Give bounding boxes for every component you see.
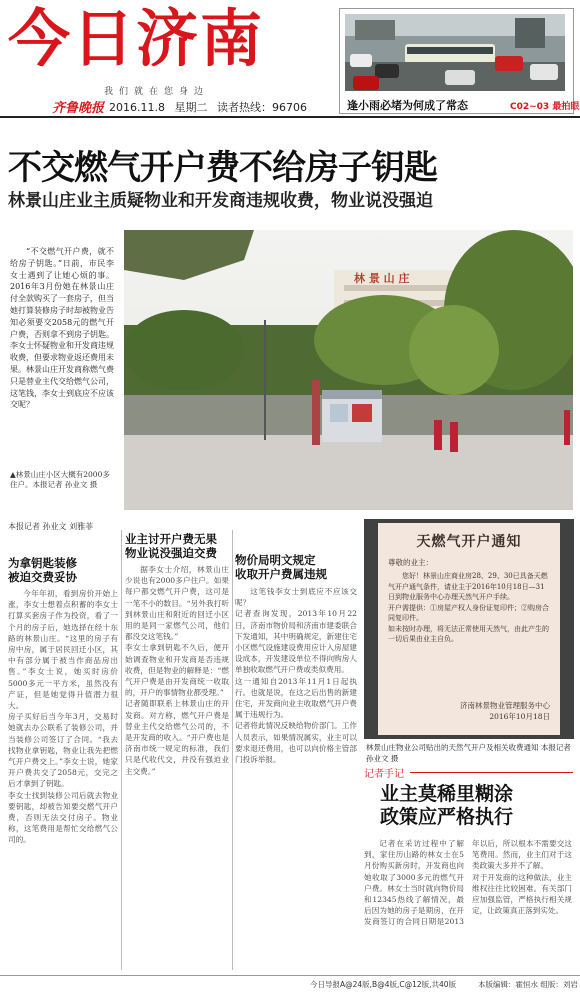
commentary-tag: 记者手记 [364,769,404,780]
photo-caption: ▲林景山庄小区大概有2000多住户。本报记者 孙业文 摄 [10,470,110,489]
notice-body: 您好！林景山庄商业房28、29、30已具备天燃气开户通气条件，请业主于2016年10月18日—31日到物业服务中心办理天然气开户手续。 开户需提供：①房屋产权人身份证复印件；②购房合同复印件。 如未按时办理，将无法正常使用天然气，由此产生的一切后果由业主自负。 [388,572,549,643]
teaser-photo-traffic-jam[interactable] [345,14,565,91]
article-subheadline: 林景山庄业主质疑物业和开发商违规收费，物业说没强迫 [8,191,433,211]
commentary-text: 记者在采访过程中了解到，家住历山路的林女士在5月份购买新房时，开发商也向她收取了3000多元的燃气开户费。林女士当时就向物价局和12345热线了解情况，最后因为她的房子是期房，在开发商签订的合同日期是2013年以后，所以根本不需要交这笔费用。然而，业主们对于这类政策大多并不了解。 对于开发商的这种做法，业主维权往往比较困难。有关部门应加强监管，严格执行相关规定，让政策真正落到实处。 [364,839,572,927]
column-2-text: 据李女士介绍，林景山庄少说也有2000多户住户。如果每户都交燃气开户费，这可是一笔不小的数目。“另外我打听到林景山庄和附近的回迁小区用的是同一家燃气公司，他们都没交这笔钱。” 李女士拿到钥匙不久后，便开始调查物业和开发商是否违规收费，但是物业的解释是：“燃气开户费是由开发商统一收取的，开户的事情物业都受理。” 记者随即联系上林景山庄的开发商。对方称，燃气开户费是替业主代交给燃气公司的，不是开发商的收入。“开户费也是济南市统一规定的标准，我们只是代收代交，并没有强迫业主交费。” [125,565,229,776]
gate-sign-text: 林 景 山 庄 [354,272,410,285]
main-photo-linjing-gate[interactable] [124,230,573,510]
column-divider [232,530,233,970]
column-1-heading: 为拿钥匙装修 被迫交费妥协 [8,556,77,584]
reader-hotline: 读者热线：96706 [216,101,307,114]
footer-editor: 本版编辑：霍恒水 组版：刘岩 [478,980,578,989]
teaser-headline[interactable]: 逢小雨必堵为何成了常态 [347,99,468,112]
dateline [109,99,313,115]
notice-caption: 林景山庄物业公司贴出的天然气开户及相关收费通知 本报记者 孙业文 摄 [366,743,571,763]
column-1-text: 今年年初，看到房价开始上涨，李女士想着点积蓄的李女士打算买套房子作为投资，看了一个月的房子后，她选择在经十东路的林景山庄。“这里的房子有房中房，属于居民回迁小区，其中有部分属于被当作商品房出售。”李女士说，她买时房价5000多元一平方米，虽然没有产证，但是她觉得升值潜力很大。 房子买好后当今年3月，交易时她就去办公联系了装修公司，并当装修公司签订了合同。“我去找物业拿钥匙，物业让我先把燃气开户费交上。”李女士说，她家开户费共交了2058元，交完之后才拿到了钥匙。 李女士找到装修公司后就去物业要钥匙，却被告知要交燃气开户费，否则无法交付房子。物业称，这笔费用是帮忙交给燃气公司的。 [8,589,118,845]
masthead-logo: 今日济南 [8,2,265,75]
footer-page-index: 今日导报A@24版,B@4版,C@12版,共40版 [310,980,457,989]
notice-photo[interactable] [364,519,574,739]
masthead-slogan: 我们就在您身边 [104,87,210,97]
issue-date: 2016.11.8 [109,101,165,114]
issue-weekday: 星期二 [174,101,208,114]
commentary-rule [410,772,573,773]
footer-divider [0,975,580,976]
column-3-heading: 物价局明文规定 收取开户费属违规 [235,553,327,581]
masthead-divider [0,116,580,118]
column-3-text: 这笔钱李女士到底应不应该交呢？ 记者查询发现，2013年10月22日，济南市物价局和济南市建委联合下发通知，其中明确规定，新建住宅小区燃气设施建设费用应计入房屋建设成本，开发建设单位不得向购房人单独收取燃气开户费或类似费用。 这一通知自2013年11月1日起执行。也就是说，在这之后出售的新建住宅，开发商向业主收取燃气开户费属于违规行为。 记者将此情况反映给物价部门。工作人员表示，如果情况属实，业主可以要求退还费用，也可以向价格主管部门投诉举报。 [235,587,357,765]
article-byline: 本报记者 孙业文 刘雅菲 [8,522,94,531]
article-lead: “不交燃气开户费，就不给房子钥匙。”日前，市民李女士遇到了让她心烦的事。2016年3月份她在林景山庄付全款购买了一套房子，但当她打算装修房子时却被物业告知必须要交2058元的燃气开户费，否则拿不到房子钥匙。李女士怀疑物业和开发商违规收费，但要求物业返还费用未果。林景山庄开发商称燃气费只是替业主代交给燃气公司，这笔钱，李女士到底应不应该交呢？ [10,247,114,410]
article-headline: 不交燃气开户费不给房子钥匙 [8,148,437,188]
notice-organization: 济南林景物业管理服务中心 [460,701,550,710]
teaser-page-ref: C02~03 最拍眼 [510,102,580,112]
notice-title: 天燃气开户通知 [416,534,522,550]
commentary-title: 业主莫稀里糊涂 政策应严格执行 [380,783,514,828]
notice-date: 2016年10月18日 [489,712,550,721]
notice-salutation: 尊敬的业主： [388,558,433,567]
brand-name: 齐鲁晚报 [52,101,105,116]
column-divider [121,530,122,970]
column-2-heading: 业主讨开户费无果 物业说没强迫交费 [125,532,217,560]
